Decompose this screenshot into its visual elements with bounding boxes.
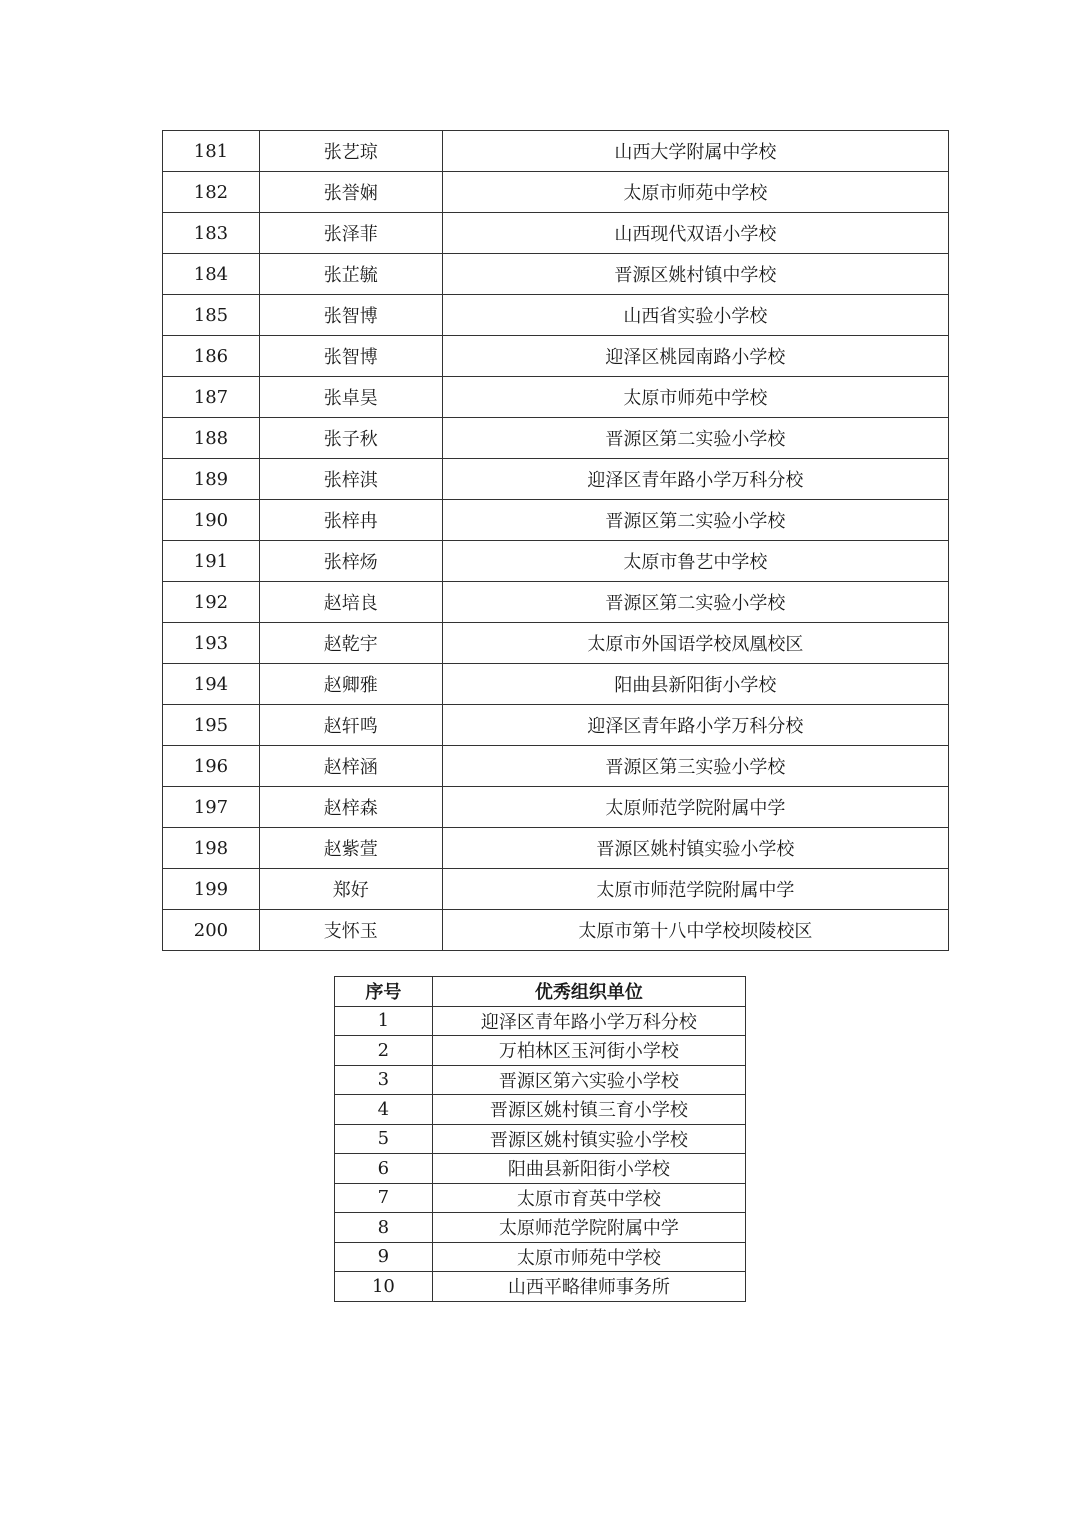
- student-name-cell: 赵紫萱: [259, 828, 442, 869]
- header-organization-unit: 优秀组织单位: [432, 977, 745, 1007]
- serial-number-cell: 190: [163, 500, 260, 541]
- serial-number-cell: 2: [335, 1036, 433, 1066]
- school-name-cell: 太原市鲁艺中学校: [442, 541, 948, 582]
- table-row: [163, 869, 949, 910]
- serial-number-cell: 192: [163, 582, 260, 623]
- table-row: [163, 664, 949, 705]
- organization-unit-cell: 晋源区第六实验小学校: [432, 1065, 745, 1095]
- table-row: [163, 500, 949, 541]
- table-row: [163, 172, 949, 213]
- serial-number-cell: 182: [163, 172, 260, 213]
- serial-number-cell: 188: [163, 418, 260, 459]
- organization-unit-cell: 太原市育英中学校: [432, 1183, 745, 1213]
- student-name-cell: 赵卿雅: [259, 664, 442, 705]
- student-name-cell: 张誉娴: [259, 172, 442, 213]
- serial-number-cell: 4: [335, 1095, 433, 1125]
- table-row: [163, 910, 949, 951]
- table-row: [335, 1154, 746, 1184]
- serial-number-cell: 191: [163, 541, 260, 582]
- serial-number-cell: 181: [163, 131, 260, 172]
- table-row: [163, 131, 949, 172]
- student-name-cell: 赵乾宇: [259, 623, 442, 664]
- student-name-cell: 张泽菲: [259, 213, 442, 254]
- school-name-cell: 迎泽区青年路小学万科分校: [442, 459, 948, 500]
- serial-number-cell: 10: [335, 1272, 433, 1302]
- serial-number-cell: 6: [335, 1154, 433, 1184]
- school-name-cell: 太原师范学院附属中学: [442, 787, 948, 828]
- school-name-cell: 晋源区第二实验小学校: [442, 418, 948, 459]
- school-name-cell: 山西省实验小学校: [442, 295, 948, 336]
- serial-number-cell: 185: [163, 295, 260, 336]
- serial-number-cell: 1: [335, 1006, 433, 1036]
- table-row: [335, 1036, 746, 1066]
- organization-unit-cell: 晋源区姚村镇实验小学校: [432, 1124, 745, 1154]
- organization-unit-cell: 万柏林区玉河街小学校: [432, 1036, 745, 1066]
- table-row: [163, 705, 949, 746]
- table-row: [335, 1272, 746, 1302]
- serial-number-cell: 199: [163, 869, 260, 910]
- serial-number-cell: 196: [163, 746, 260, 787]
- school-name-cell: 太原市第十八中学校坝陵校区: [442, 910, 948, 951]
- table-row: [163, 254, 949, 295]
- table-row: [335, 1124, 746, 1154]
- student-name-cell: 赵梓森: [259, 787, 442, 828]
- student-name-cell: 张芷毓: [259, 254, 442, 295]
- table-row: [335, 1095, 746, 1125]
- organization-unit-cell: 山西平略律师事务所: [432, 1272, 745, 1302]
- organization-unit-cell: 阳曲县新阳街小学校: [432, 1154, 745, 1184]
- serial-number-cell: 200: [163, 910, 260, 951]
- organizations-header-row: [335, 977, 746, 1007]
- organization-unit-cell: 太原市师苑中学校: [432, 1242, 745, 1272]
- organization-unit-cell: 迎泽区青年路小学万科分校: [432, 1006, 745, 1036]
- table-row: [163, 828, 949, 869]
- serial-number-cell: 189: [163, 459, 260, 500]
- serial-number-cell: 197: [163, 787, 260, 828]
- student-name-cell: 张梓冉: [259, 500, 442, 541]
- serial-number-cell: 198: [163, 828, 260, 869]
- table-row: [163, 213, 949, 254]
- table-row: [335, 1183, 746, 1213]
- school-name-cell: 山西大学附属中学校: [442, 131, 948, 172]
- table-row: [163, 295, 949, 336]
- serial-number-cell: 8: [335, 1213, 433, 1243]
- school-name-cell: 迎泽区青年路小学万科分校: [442, 705, 948, 746]
- table-row: [163, 746, 949, 787]
- serial-number-cell: 3: [335, 1065, 433, 1095]
- winners-table: [162, 130, 949, 951]
- table-row: [163, 459, 949, 500]
- serial-number-cell: 193: [163, 623, 260, 664]
- student-name-cell: 张艺琼: [259, 131, 442, 172]
- serial-number-cell: 187: [163, 377, 260, 418]
- table-row: [163, 787, 949, 828]
- student-name-cell: 支怀玉: [259, 910, 442, 951]
- student-name-cell: 赵梓涵: [259, 746, 442, 787]
- school-name-cell: 太原市师苑中学校: [442, 172, 948, 213]
- student-name-cell: 张智博: [259, 295, 442, 336]
- school-name-cell: 太原市师范学院附属中学: [442, 869, 948, 910]
- student-name-cell: 赵轩鸣: [259, 705, 442, 746]
- student-name-cell: 张梓炀: [259, 541, 442, 582]
- serial-number-cell: 184: [163, 254, 260, 295]
- school-name-cell: 晋源区第二实验小学校: [442, 582, 948, 623]
- table-row: [163, 623, 949, 664]
- serial-number-cell: 9: [335, 1242, 433, 1272]
- serial-number-cell: 7: [335, 1183, 433, 1213]
- organization-unit-cell: 太原师范学院附属中学: [432, 1213, 745, 1243]
- school-name-cell: 山西现代双语小学校: [442, 213, 948, 254]
- school-name-cell: 晋源区姚村镇中学校: [442, 254, 948, 295]
- serial-number-cell: 5: [335, 1124, 433, 1154]
- school-name-cell: 太原市外国语学校凤凰校区: [442, 623, 948, 664]
- table-row: [163, 541, 949, 582]
- student-name-cell: 郑好: [259, 869, 442, 910]
- table-row: [335, 1213, 746, 1243]
- school-name-cell: 晋源区第二实验小学校: [442, 500, 948, 541]
- student-name-cell: 张卓昊: [259, 377, 442, 418]
- student-name-cell: 张智博: [259, 336, 442, 377]
- organizations-table-body: [335, 1006, 746, 1301]
- winners-table-body: [163, 131, 949, 951]
- serial-number-cell: 183: [163, 213, 260, 254]
- table-row: [335, 1006, 746, 1036]
- student-name-cell: 赵培良: [259, 582, 442, 623]
- table-row: [163, 336, 949, 377]
- school-name-cell: 阳曲县新阳街小学校: [442, 664, 948, 705]
- student-name-cell: 张子秋: [259, 418, 442, 459]
- header-serial-number: 序号: [335, 977, 433, 1007]
- serial-number-cell: 186: [163, 336, 260, 377]
- serial-number-cell: 195: [163, 705, 260, 746]
- table-row: [335, 1065, 746, 1095]
- table-row: [163, 377, 949, 418]
- table-row: [335, 1242, 746, 1272]
- organizations-table: [334, 976, 746, 1302]
- table-row: [163, 418, 949, 459]
- student-name-cell: 张梓淇: [259, 459, 442, 500]
- school-name-cell: 迎泽区桃园南路小学校: [442, 336, 948, 377]
- school-name-cell: 晋源区姚村镇实验小学校: [442, 828, 948, 869]
- table-row: [163, 582, 949, 623]
- school-name-cell: 晋源区第三实验小学校: [442, 746, 948, 787]
- serial-number-cell: 194: [163, 664, 260, 705]
- school-name-cell: 太原市师苑中学校: [442, 377, 948, 418]
- organization-unit-cell: 晋源区姚村镇三育小学校: [432, 1095, 745, 1125]
